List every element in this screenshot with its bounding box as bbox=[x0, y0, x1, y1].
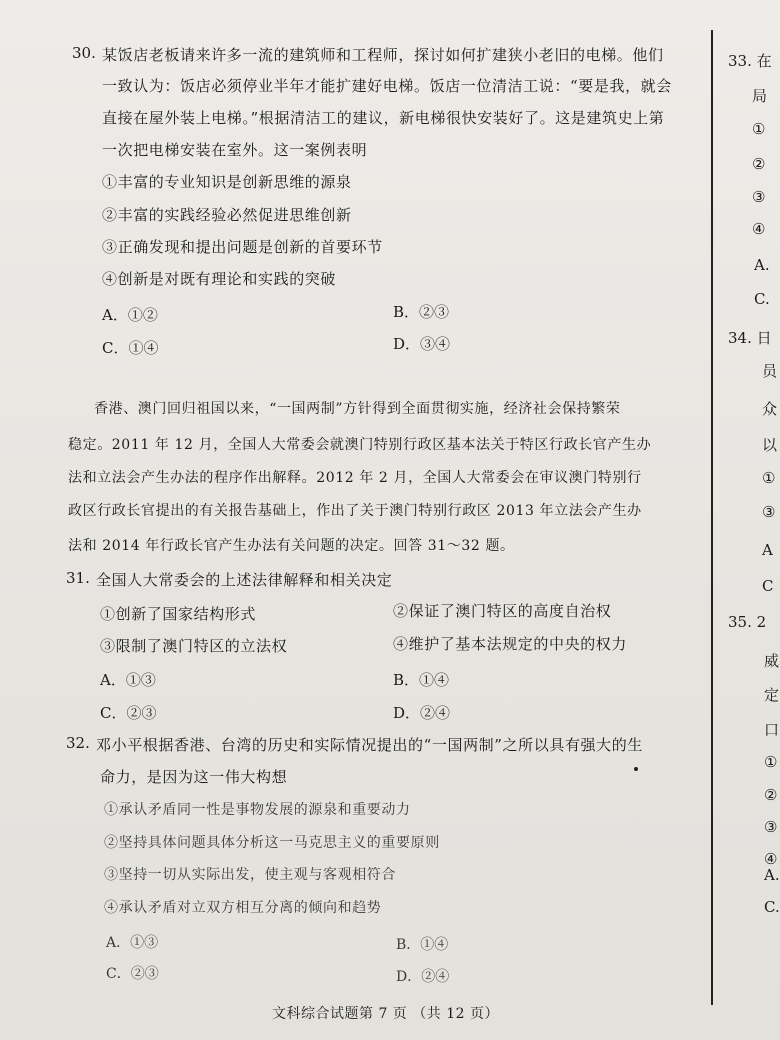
q30-stem-line-1: 某饭店老板请来许多一流的建筑师和工程师，探讨如何扩建狭小老旧的电梯。他们 bbox=[102, 46, 664, 64]
q31-item-4: ④维护了基本法规定的中央的权力 bbox=[393, 635, 628, 653]
q32-item-3: ③坚持一切从实际出发，使主观与客观相符合 bbox=[104, 867, 396, 883]
right-frag-c1b: ① bbox=[762, 469, 776, 487]
right-frag-c3d: C. bbox=[764, 898, 780, 916]
right-frag-ju: 局 bbox=[752, 87, 768, 105]
passage-line-2: 稳定。2011 年 12 月，全国人大常委会就澳门特别行政区基本法关于特区行政长官产生办 bbox=[68, 437, 652, 453]
q30-option-b: B．②③ bbox=[393, 303, 450, 321]
q30-option-c: C．①④ bbox=[102, 339, 159, 357]
right-frag-34: 34. 日 bbox=[728, 329, 772, 347]
right-frag-c1c: ① bbox=[764, 753, 778, 771]
right-frag-zhong: 众 bbox=[762, 400, 778, 418]
q31-option-a: A．①③ bbox=[100, 671, 156, 689]
ink-speck bbox=[634, 767, 638, 771]
right-frag-a2: A bbox=[762, 541, 773, 559]
right-frag-c1: ① bbox=[752, 120, 766, 138]
right-frag-c2c: ② bbox=[764, 786, 778, 804]
q32-option-b: B．①④ bbox=[396, 937, 449, 953]
q31-item-2: ②保证了澳门特区的高度自治权 bbox=[393, 602, 612, 620]
q30-item-4: ④创新是对既有理论和实践的突破 bbox=[102, 270, 337, 288]
right-frag-ding: 定 bbox=[764, 686, 780, 704]
q31-option-c: C．②③ bbox=[100, 704, 157, 722]
q31-number: 31. bbox=[66, 569, 90, 587]
q32-number: 32. bbox=[66, 734, 90, 752]
right-frag-c3b: ③ bbox=[762, 503, 776, 521]
right-frag-c4c: ④ bbox=[764, 850, 778, 868]
right-frag-c3c: ③ bbox=[764, 818, 778, 836]
right-frag-yi: 以 bbox=[762, 436, 778, 454]
right-frag-c2b: C bbox=[762, 577, 774, 595]
right-frag-c4: ④ bbox=[752, 220, 766, 238]
column-divider bbox=[711, 30, 713, 1005]
q30-number: 30. bbox=[72, 44, 96, 62]
right-frag-a: A. bbox=[754, 256, 770, 274]
right-frag-wei: 威 bbox=[764, 652, 780, 670]
q32-item-2: ②坚持具体问题具体分析这一马克思主义的重要原则 bbox=[104, 835, 440, 851]
right-frag-a3: A. bbox=[764, 866, 780, 884]
q32-stem-line-2: 命力，是因为这一伟大构想 bbox=[100, 768, 288, 786]
right-frag-35: 35. 2 bbox=[728, 613, 767, 631]
q32-option-c: C．②③ bbox=[106, 966, 159, 982]
right-frag-c3: ③ bbox=[752, 188, 766, 206]
q30-option-a: A．①② bbox=[102, 306, 158, 324]
right-frag-33: 33. 在 bbox=[728, 52, 772, 70]
right-frag-c: C. bbox=[754, 290, 770, 308]
passage-line-1: 香港、澳门回归祖国以来，“一国两制”方针得到全面贯彻实施，经济社会保持繁荣 bbox=[94, 401, 621, 417]
right-frag-c2: ② bbox=[752, 155, 766, 173]
right-frag-kou: 口 bbox=[764, 721, 780, 739]
q31-option-b: B．①④ bbox=[393, 671, 450, 689]
q31-item-3: ③限制了澳门特区的立法权 bbox=[100, 637, 288, 655]
right-frag-yuan: 员 bbox=[762, 362, 778, 380]
passage-line-4: 政区行政长官提出的有关报告基础上，作出了关于澳门特别行政区 2013 年立法会产生办 bbox=[68, 503, 642, 519]
q31-option-d: D．②④ bbox=[393, 704, 451, 722]
q30-stem-line-3: 直接在屋外装上电梯。”根据清洁工的建议，新电梯很快安装好了。这是建筑史上第 bbox=[102, 109, 665, 127]
q32-option-d: D．②④ bbox=[396, 969, 450, 985]
q31-item-1: ①创新了国家结构形式 bbox=[100, 605, 257, 623]
passage-line-3: 法和立法会产生办法的程序作出解释。2012 年 2 月，全国人大常委会在审议澳门特别行 bbox=[68, 470, 642, 486]
q32-stem-line-1: 邓小平根据香港、台湾的历史和实际情况提出的“一国两制”之所以具有强大的生 bbox=[96, 736, 643, 754]
q30-item-1: ①丰富的专业知识是创新思维的源泉 bbox=[102, 173, 352, 191]
q30-item-3: ③正确发现和提出问题是创新的首要环节 bbox=[102, 238, 383, 256]
q32-item-4: ④承认矛盾对立双方相互分离的倾向和趋势 bbox=[104, 900, 382, 916]
passage-line-5: 法和 2014 年行政长官产生办法有关问题的决定。回答 31～32 题。 bbox=[68, 538, 515, 554]
q30-stem-line-4: 一次把电梯安装在室外。这一案例表明 bbox=[102, 141, 368, 159]
page-footer: 文科综合试题第 7 页 （共 12 页） bbox=[272, 1006, 499, 1022]
q31-stem: 全国人大常委会的上述法律解释和相关决定 bbox=[96, 571, 393, 589]
q32-item-1: ①承认矛盾同一性是事物发展的源泉和重要动力 bbox=[104, 802, 411, 818]
q30-stem-line-2: 一致认为：饭店必须停业半年才能扩建好电梯。饭店一位清洁工说：“要是我，就会 bbox=[102, 77, 672, 95]
q32-option-a: A．①③ bbox=[106, 935, 159, 951]
q30-item-2: ②丰富的实践经验必然促进思维创新 bbox=[102, 206, 352, 224]
q30-option-d: D．③④ bbox=[393, 335, 451, 353]
